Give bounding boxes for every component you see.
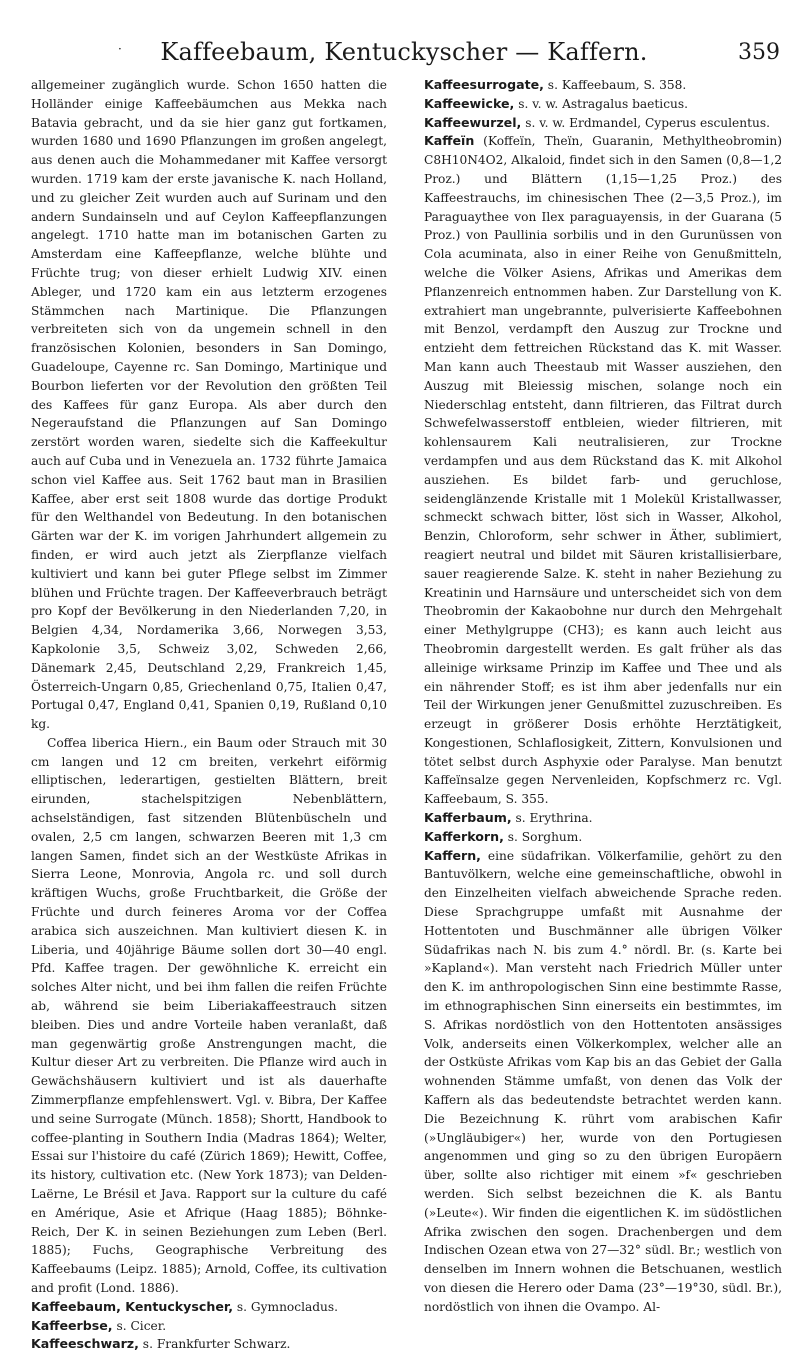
entry-text: s. v. w. Astragalus baeticus. bbox=[514, 96, 688, 111]
coffea-liberica-paragraph: Coffea liberica Hiern., ein Baum oder Strauch mit 30 cm langen und 12 cm breiten, verkehrt eiförmig elliptischen, lederartigen, gestielten Blättern, breit eirunden, stachelspitzigen Nebenblättern, achselständigen, fast sitzenden Blütenbüscheln und ovalen, 2,5 cm langen, schwarzen Beeren mit 1,3 cm langen Samen, findet sich an der Westküste Afrikas in Sierra Leone, Monrovia, Angola rc. und soll durch kräftigen Wuchs, große Fruchtbarkeit, die Größe der Früchte und durch feineres Aroma vor der Coffea arabica sich auszeichnen. Man kultiviert diesen K. in Liberia, und 40jährige Bäume sollen dort 30—40 engl. Pfd. Kaffee tragen. Der gewöhnliche K. erreicht ein solches Alter nicht, und bei ihm fallen die reifen Früchte ab, während sie beim Liberiakaffeestrauch sitzen bleiben. Dies und andre Vorteile haben veranlaßt, daß man gegenwärtig große Anstrengungen macht, die Kultur dieser Art zu verbreiten. Die Pflanze wird auch in Gewächshäusern kultiviert und ist als dauerhafte Zimmerpflanze empfehlenswert. Vgl. v. Bibra, Der Kaffee und seine Surrogate (Münch. 1858); Shortt, Handbook to coffee-planting in Southern India (Madras 1864); Welter, Essai sur l'histoire du café (Zürich 1869); Hewitt, Coffee, its history, cultivation etc. (New York 1873); van Delden-Laërne, Le Brésil et Java. Rapport sur la culture du café en Amérique, Asie et Afrique (Haag 1885); Böhnke-Reich, Der K. in seinen Beziehungen zum Leben (Berl. 1885); Fuchs, Geographische Verbreitung des Kaffeebaums (Leipz. 1885); Arnold, Coffee, its cultivation and profit (Lond. 1886). bbox=[31, 735, 387, 1295]
entry-headword: Kaffeeschwarz, bbox=[31, 1336, 139, 1352]
left-column bbox=[31, 76, 387, 1354]
entry-kaffern bbox=[424, 847, 782, 1317]
entry-headword: Kaffern, bbox=[424, 847, 481, 863]
entry-headword: Kaffeïn bbox=[424, 133, 475, 149]
entry-headword: Kaffeewurzel, bbox=[424, 114, 522, 130]
entry-text: s. Cicer. bbox=[112, 1318, 167, 1333]
entry-headword: Kaffeesurrogate, bbox=[424, 77, 544, 92]
running-title: Kaffeebaum, Kentuckyscher — Kaffern. bbox=[160, 38, 648, 66]
entry-kaffeewurzel bbox=[424, 114, 782, 133]
entry-text: s. Gymnocladus. bbox=[233, 1299, 339, 1314]
right-column bbox=[424, 76, 782, 1317]
coffee-history-paragraph: allgemeiner zugänglich wurde. Schon 1650 hatten die Holländer einige Kaffeebäumchen aus Mekka nach Batavia gebracht, und da sie hier ganz gut fortkamen, wurden 1680 und 1690 Pflanzungen im großen angelegt, aus denen auch die Mohammedaner mit Kaffee versorgt wurden. 1719 kam der erste javanische K. nach Holland, und zu gleicher Zeit wurden auch auf Surinam und den andern Sundainseln und auf Ceylon Kaffeepflanzungen angelegt. 1710 hatte man im botanischen Garten zu Amsterdam eine Kaffeepflanze, welche blühte und Früchte trug; von dieser erhielt Ludwig XIV. einen Ableger, und 1720 kam ein aus letzterm erzogenes Stämmchen nach Martinique. Die Pflanzungen verbreiteten sich von da ungemein schnell in den französischen Kolonien, besonders in San Domingo, Guadeloupe, Cayenne rc. San Domingo, Martinique und Bourbon lieferten vor der Revolution den größten Teil des Kaffees für ganz Europa. Als aber durch den Negeraufstand die Pflanzungen auf San Domingo zerstört worden waren, siedelte sich die Kaffeekultur auch auf Cuba und in Venezuela an. 1732 führte Jamaica schon viel Kaffee aus. Seit 1762 baut man in Brasilien Kaffee, aber erst seit 1808 wurde das dortige Produkt für den Welthandel von Bedeutung. In den botanischen Gärten war der K. im vorigen Jahrhundert allgemein zu finden, er wird auch jetzt als Zierpflanze vielfach kultiviert und kann bei guter Pflege selbst im Zimmer blühen und Früchte tragen. Der Kaffeeverbrauch beträgt pro Kopf der Bevölkerung in den Niederlanden 7,20, in Belgien 4,34, Nordamerika 3,66, Norwegen 3,53, Kapkolonie 3,5, Schweiz 3,02, Schweden 2,66, Dänemark 2,45, Deutschland 2,29, Frankreich 1,45, Österreich-Ungarn 0,85, Griechenland 0,75, Italien 0,47, Portugal 0,47, England 0,41, Spanien 0,19, Rußland 0,10 kg. bbox=[31, 78, 387, 732]
entry-kaffein bbox=[424, 132, 782, 809]
entry-kaffeebaum-kentuckyscher bbox=[31, 1298, 387, 1317]
entry-text: (Koffeïn, Theïn, Guaranin, Methyltheobromin) C8H10N4O2, Alkaloid, findet sich in den Samen (0,8—1,2 Proz.) und Blättern (1,15—1,25 Proz.) des Kaffeestrauchs, im chinesischen Thee (2—3,5 Proz.), im Paraguaythee von Ilex paraguayensis, in der Guarana (5 Proz.) von Paullinia sorbilis und in den Gurunüssen von Cola acuminata, also in einer Reihe von Genußmitteln, welche die Völker Asiens, Afrikas und Amerikas dem Pflanzenreich entnommen haben. Zur Darstellung von K. extrahiert man ungebrannte, pulverisierte Kaffeebohnen mit Benzol, verdampft den Auszug zur Trockne und entzieht dem fettreichen Rückstand das K. mit Wasser. Man kann auch Theestaub mit Wasser ausziehen, den Auszug mit Bleiessig mischen, solange noch ein Niederschlag entsteht, dann filtrieren, das Filtrat durch Schwefelwasserstoff entbleien, wieder filtrieren, mit kohlensaurem Kali neutralisieren, zur Trockne verdampfen und aus dem Rückstand das K. mit Alkohol ausziehen. Es bildet farb- und geruchlose, seidenglänzende Kristalle mit 1 Molekül Kristallwasser, schmeckt schwach bitter, löst sich in Wasser, Alkohol, Benzin, Chloroform, sehr schwer in Äther, sublimiert, reagiert neutral und bildet mit Säuren kristallisierbare, sauer reagierende Salze. K. steht in naher Beziehung zu Kreatinin und Harnsäure und unterscheidet sich von dem Theobromin der Kakaobohne nur durch den Mehrgehalt einer Methylgruppe (CH3); es kann auch leicht aus Theobromin dargestellt werden. Es galt früher als das alleinige wirksame Prinzip im Kaffee und Thee und als ein nährender Stoff; es ist ihm aber jedenfalls nur ein Teil der Wirkungen jener Genußmittel zuzuschreiben. Es erzeugt in größerer Dosis erhöhte Herztätigkeit, Kongestionen, Schlaflosigkeit, Zittern, Konvulsionen und tötet selbst durch Asphyxie oder Paralyse. Man benutzt Kaffeïnsalze gegen Nervenleiden, Kopfschmerz rc. Vgl. Kaffeebaum, S. 355. bbox=[424, 134, 782, 807]
entry-headword: Kaffeerbse, bbox=[31, 1317, 113, 1333]
entry-kaffeeschwarz bbox=[31, 1335, 387, 1354]
entry-text: s. Sorghum. bbox=[503, 829, 583, 844]
entry-headword: Kafferbaum, bbox=[424, 810, 512, 826]
page-header bbox=[28, 38, 780, 72]
entry-text: s. v. w. Erdmandel, Cyperus esculentus. bbox=[521, 115, 770, 130]
entry-text: s. Erythrina. bbox=[511, 811, 593, 826]
entry-text: eine südafrikan. Völkerfamilie, gehört zu den Bantuvölkern, welche eine gemeinschaftliche, obwohl in den Einzelheiten vielfach abweichende Sprache reden. Diese Sprachgruppe umfaßt mit Ausnahme der Hottentoten und Buschmänner alle übrigen Völker Südafrikas nach N. bis zum 4.° nördl. Br. (s. Karte bei »Kapland«). Man versteht nach Friedrich Müller unter den K. im anthropologischen Sinn eine bestimmte Rasse, im ethnographischen Sinn einerseits ein bestimmtes, im S. Afrikas nordöstlich von den Hottentoten ansässiges Volk, anderseits einen Völkerkomplex, welcher alle an der Ostküste Afrikas vom Kap bis an das Gebiet der Galla wohnenden Stämme umfaßt, von denen das Volk der Kaffern als das bedeutendste betrachtet werden kann. Die Bezeichnung K. rührt vom arabischen Kafir (»Ungläubiger«) her, wurde von den Portugiesen angenommen und ging so zu den übrigen Europäern über, sollte also richtiger mit einem »f« geschrieben werden. Sich selbst bezeichnen die K. als Bantu (»Leute«). Wir finden die eigentlichen K. im südöstlichen Afrika zwischen den sogen. Drachenbergen und dem Indischen Ozean etwa von 27—32° südl. Br.; westlich von denselben im Innern wohnen die Betschuanen, westlich von diesen die Herero oder Dama (23°—19°30, südl. Br.), nordöstlich von ihnen die Ovampo. Al- bbox=[424, 848, 782, 1314]
entry-kaffeesurrogate bbox=[424, 76, 782, 95]
entry-headword: Kaffeebaum, Kentuckyscher, bbox=[31, 1298, 234, 1314]
entry-kafferkorn bbox=[424, 828, 782, 847]
entry-headword: Kafferkorn, bbox=[424, 828, 504, 844]
entry-kaffeerbse bbox=[31, 1317, 387, 1336]
entry-text: s. Frankfurter Schwarz. bbox=[138, 1337, 291, 1352]
entry-headword: Kaffeewicke, bbox=[424, 95, 515, 111]
entry-text: s. Kaffeebaum, S. 358. bbox=[543, 78, 687, 92]
header-dot: · bbox=[118, 42, 122, 56]
page-number: 359 bbox=[738, 40, 780, 65]
entry-kaffeewicke bbox=[424, 95, 782, 114]
column-gutter bbox=[414, 70, 415, 1270]
entry-kafferbaum bbox=[424, 809, 782, 828]
